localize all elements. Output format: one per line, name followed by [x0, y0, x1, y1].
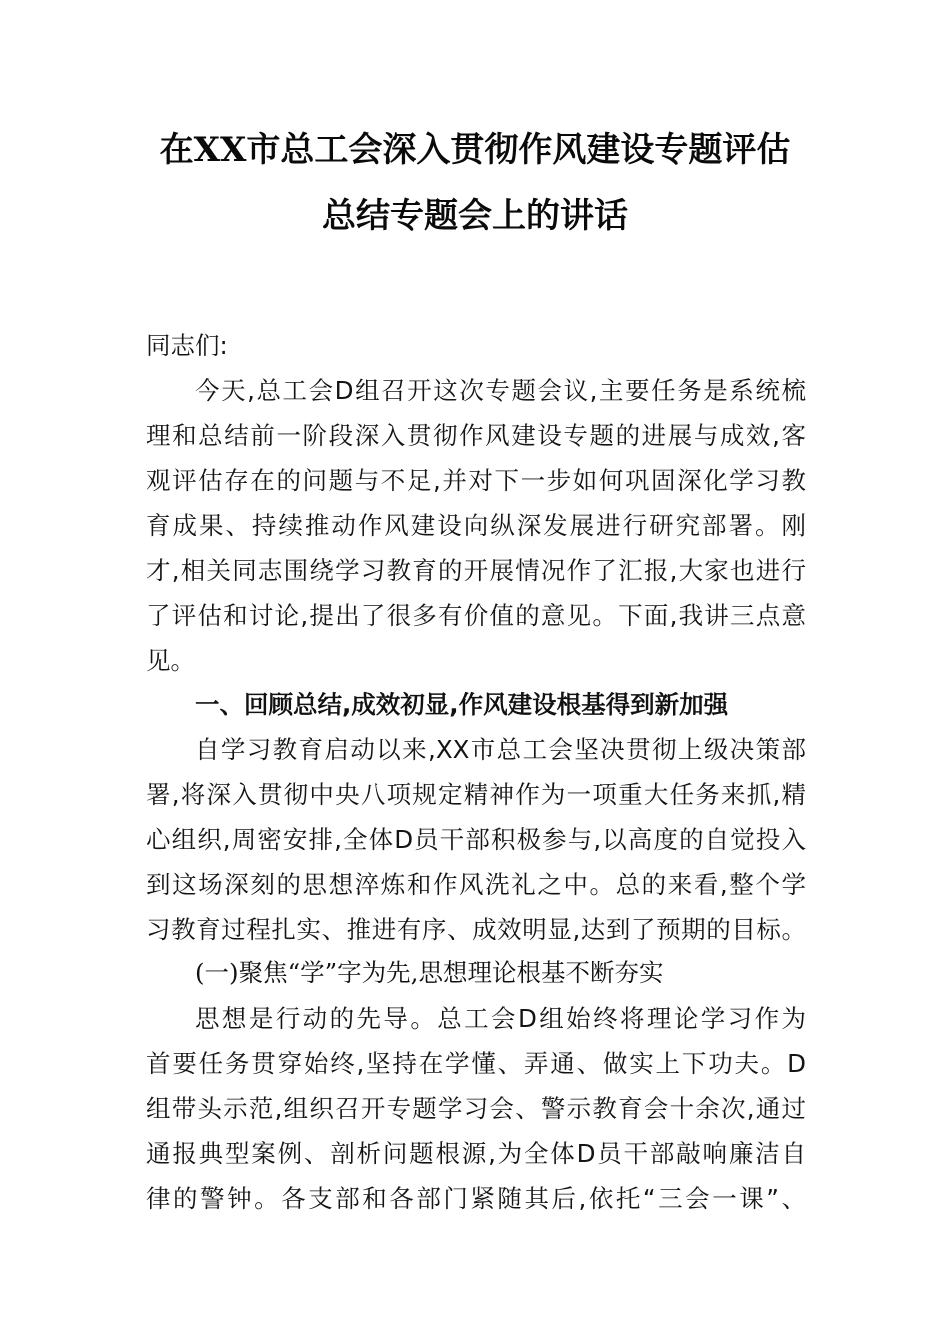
intro-line: 今天,总工会D组召开这次专题会议,主要任务是系统梳	[195, 376, 806, 405]
subsection-1-line: 律的警钟。各支部和各部门紧随其后,依托“三会一课”、	[146, 1184, 806, 1213]
intro-line: 观评估存在的问题与不足,并对下一步如何巩固深化学习教	[146, 466, 806, 495]
subsection-1-line: 首要任务贯穿始终,坚持在学懂、弄通、做实上下功夫。D	[146, 1049, 806, 1078]
subsection-1-line: 通报典型案例、剖析问题根源,为全体D员干部敲响廉洁自	[146, 1139, 806, 1168]
section-1-heading: 一、回顾总结,成效初显,作风建设根基得到新加强	[195, 690, 729, 719]
section-1-line: 习教育过程扎实、推进有序、成效明显,达到了预期的目标。	[146, 915, 806, 944]
intro-line: 见。	[146, 646, 195, 675]
intro-line: 了评估和讨论,提出了很多有价值的意见。下面,我讲三点意	[146, 601, 806, 630]
intro-line: 育成果、持续推动作风建设向纵深发展进行研究部署。刚	[146, 511, 806, 540]
document-title-line-2: 总结专题会上的讲话	[322, 196, 628, 236]
section-1-line: 自学习教育启动以来,XX市总工会坚决贯彻上级决策部	[195, 735, 806, 764]
subsection-1-heading: (一)聚焦“学”字为先,思想理论根基不断夯实	[195, 958, 664, 987]
intro-line: 才,相关同志围绕学习教育的开展情况作了汇报,大家也进行	[146, 556, 806, 585]
section-1-line: 到这场深刻的思想淬炼和作风洗礼之中。总的来看,整个学	[146, 870, 806, 899]
section-1-line: 署,将深入贯彻中央八项规定精神作为一项重大任务来抓,精	[146, 780, 806, 809]
document-title-line-1: 在XX市总工会深入贯彻作风建设专题评估	[159, 130, 791, 170]
intro-line: 理和总结前一阶段深入贯彻作风建设专题的进展与成效,客	[146, 421, 806, 450]
salutation: 同志们:	[146, 331, 228, 360]
section-1-line: 心组织,周密安排,全体D员干部积极参与,以高度的自觉投入	[146, 825, 806, 854]
subsection-1-line: 组带头示范,组织召开专题学习会、警示教育会十余次,通过	[146, 1094, 806, 1123]
subsection-1-line: 思想是行动的先导。总工会D组始终将理论学习作为	[195, 1004, 806, 1033]
